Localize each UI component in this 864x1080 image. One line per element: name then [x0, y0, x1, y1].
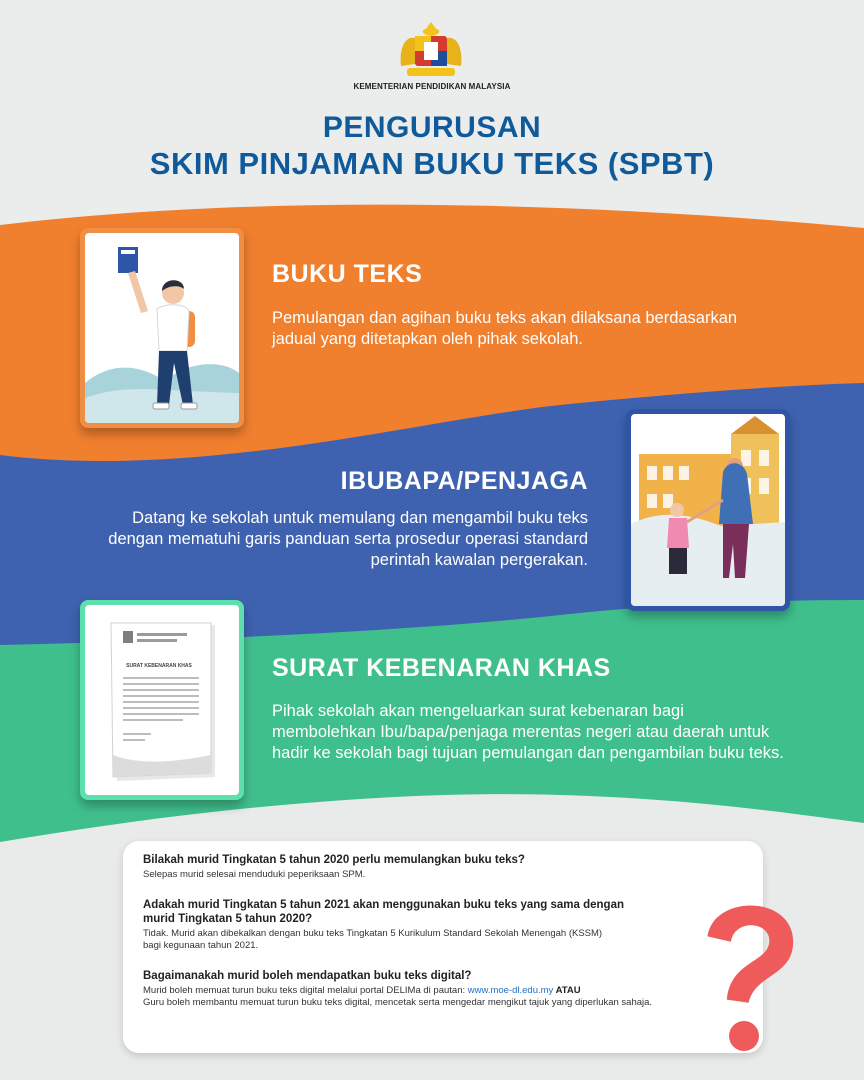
- student-holding-book-icon: [85, 233, 239, 423]
- faq-answer: Tidak. Murid akan dibekalkan dengan buku teks Tingkatan 5 Kurikulum Standard Sekolah Menengah (KSSM) bagi kegunaan tahun 2021.: [143, 927, 603, 951]
- section-text-textbook: Pemulangan dan agihan buku teks akan dilaksana berdasarkan jadual yang ditetapkan oleh pihak sekolah.: [272, 309, 738, 348]
- faq-answer: [143, 985, 733, 1010]
- ministry-name: KEMENTERIAN PENDIDIKAN MALAYSIA: [353, 82, 511, 91]
- faq-answer-text: Murid boleh memuat turun buku teks digital melalui portal DELIMa di pautan:: [143, 984, 468, 996]
- faq-answer: Selepas murid selesai menduduki peperiksaan SPM.: [143, 869, 366, 880]
- delima-link[interactable]: www.moe-dl.edu.my: [467, 984, 554, 996]
- letter-document-icon: [85, 605, 239, 795]
- faq-question: Bilakah murid Tingkatan 5 tahun 2020 perlu memulangkan buku teks?: [143, 854, 525, 866]
- faq-question: Adakah murid Tingkatan 5 tahun 2021 akan menggunakan buku teks yang sama dengan murid Tingkatan 5 tahun 2020?: [143, 898, 625, 925]
- parent-illustration-card: [626, 409, 790, 611]
- section-heading-permission-letter: SURAT KEBENARAN KHAS: [272, 654, 611, 682]
- faq-item: [143, 969, 743, 1010]
- question-mark-icon: [690, 884, 802, 1064]
- permission-letter-card: [80, 600, 244, 800]
- faq-item: [143, 898, 743, 953]
- page-title-line2: SKIM PINJAMAN BUKU TEKS (SPBT): [149, 146, 715, 181]
- coat-of-arms-icon: [391, 20, 471, 84]
- letter-title: SURAT KEBENARAN KHAS: [126, 663, 192, 669]
- faq-question: Bagaimanakah murid boleh mendapatkan buku teks digital?: [143, 969, 472, 982]
- faq-box: [123, 841, 763, 1053]
- faq-answer-or: ATAU: [553, 984, 581, 996]
- faq-item: [143, 853, 743, 882]
- page-title-line1: PENGURUSAN: [322, 111, 542, 144]
- parent-child-school-icon: [631, 414, 785, 606]
- textbook-illustration-card: [80, 228, 244, 428]
- section-heading-parents: IBUBAPA/PENJAGA: [340, 467, 588, 495]
- section-text-parents: Datang ke sekolah untuk memulang dan mengambil buku teks dengan mematuhi garis panduan serta prosedur operasi standard perintah kawalan pergerakan.: [108, 509, 588, 569]
- section-heading-textbook: BUKU TEKS: [272, 260, 423, 288]
- faq-answer-text: Guru boleh membantu memuat turun buku teks digital, mencetak serta mengedar mengikut tajuk yang diperlukan sahaja.: [143, 997, 653, 1008]
- section-text-permission-letter: Pihak sekolah akan mengeluarkan surat kebenaran bagi membolehkan Ibu/bapa/penjaga merentas negeri atau daerah untuk hadir ke sekolah bagi tujuan pemulangan dan pengambilan buku teks.: [272, 702, 784, 762]
